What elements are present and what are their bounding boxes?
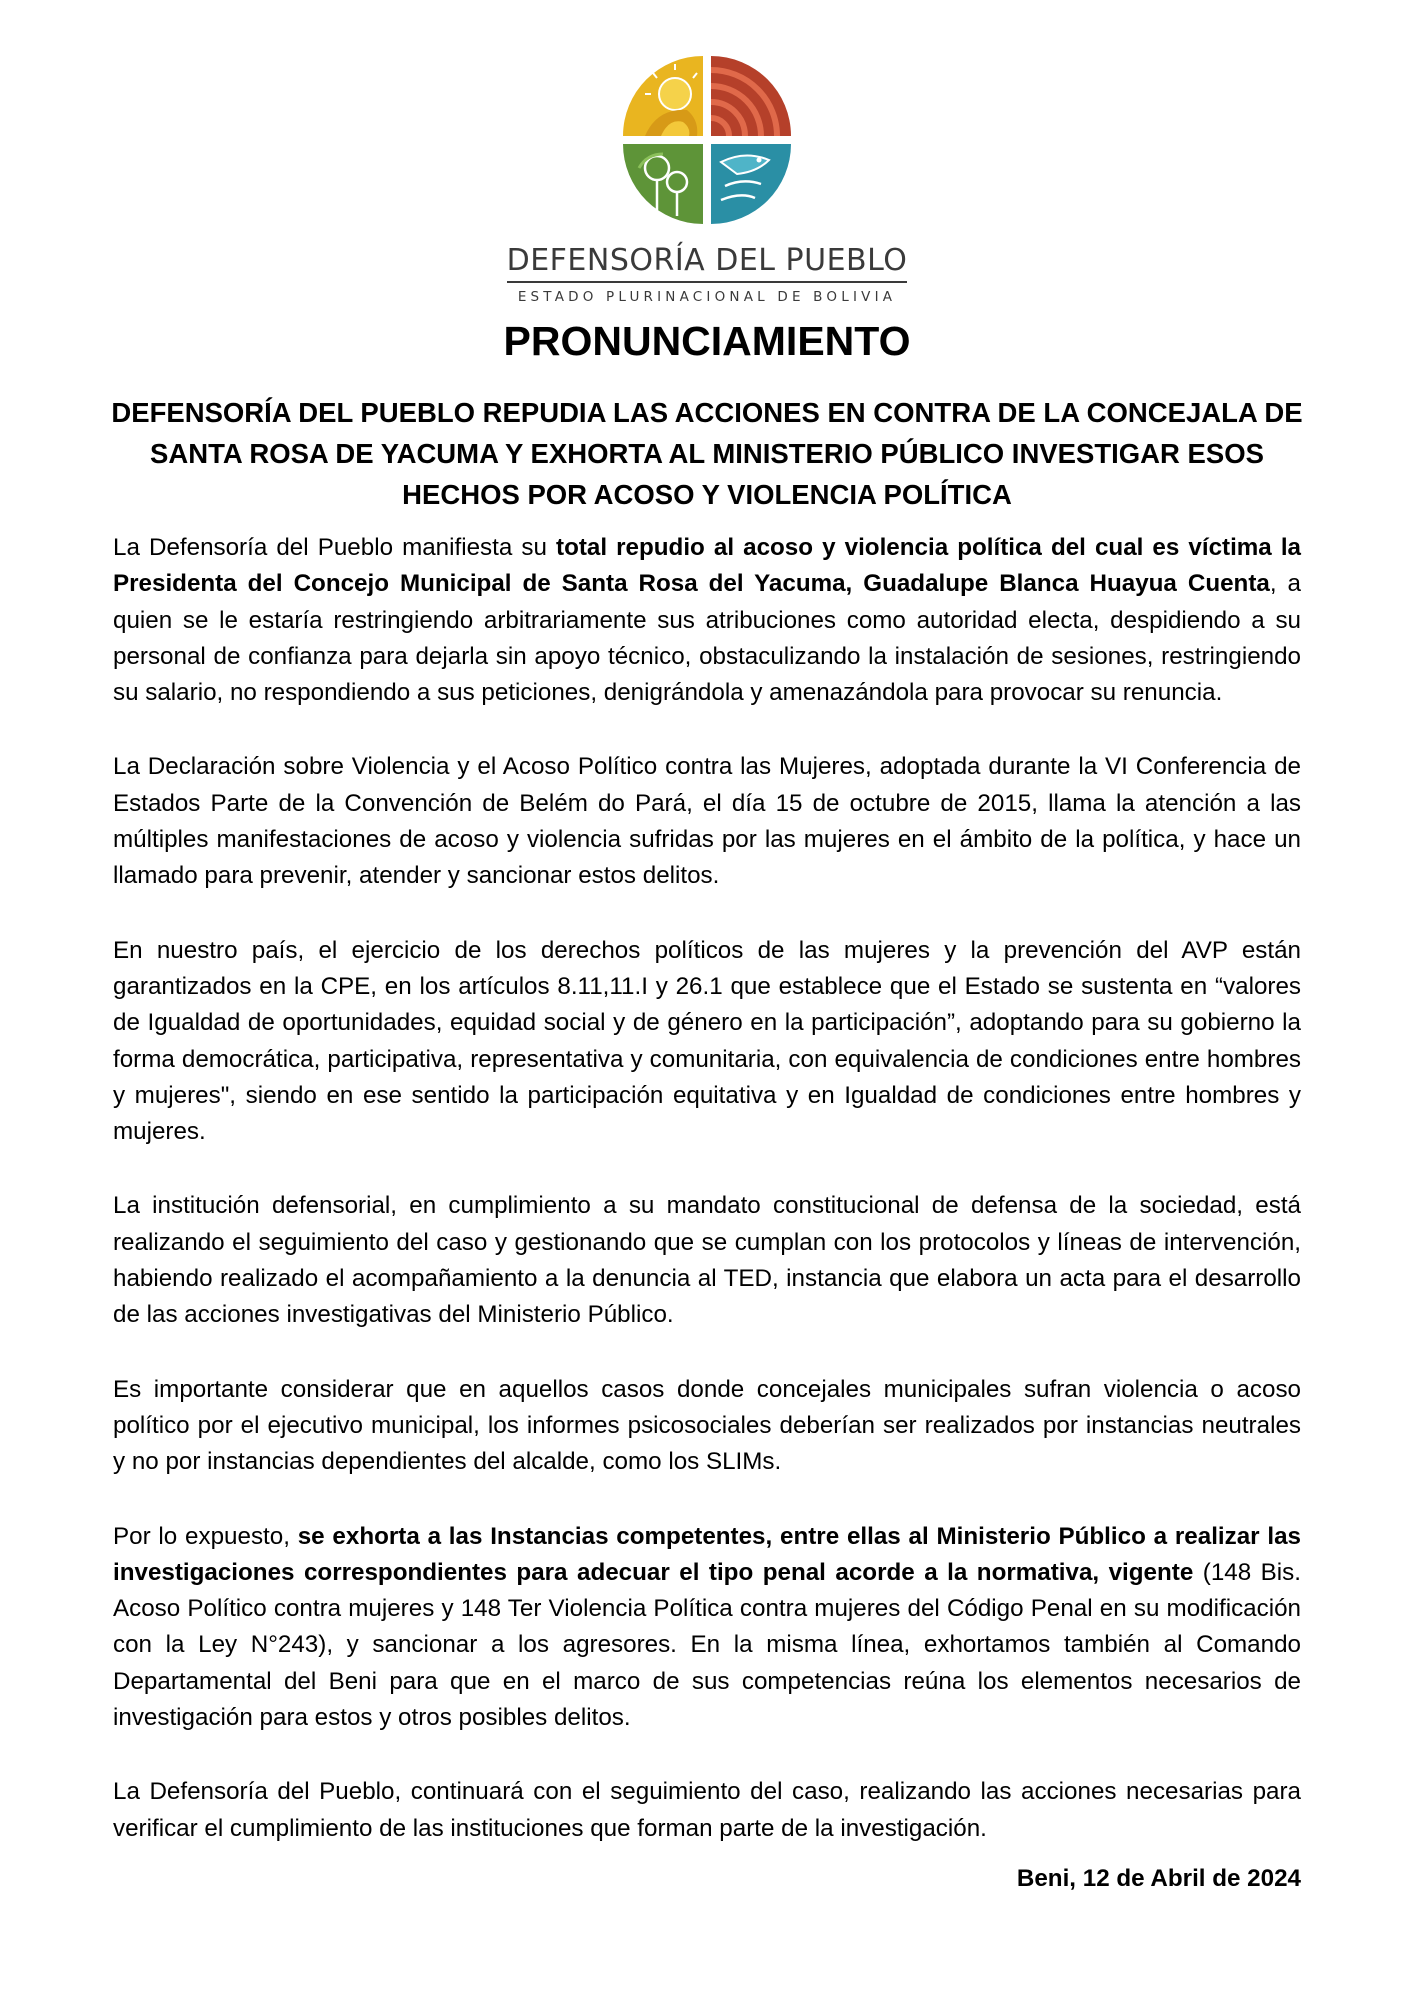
paragraph-6	[113, 1519, 1301, 1737]
paragraph-1-bold: total repudio al acoso y violencia política del cual es víctima la Presidenta del Concejo Municipal de Santa Rosa del Yacuma, Guadalupe Blanca Huayua Cuenta	[113, 534, 1302, 598]
paragraph-2: La Declaración sobre Violencia y el Acoso Político contra las Mujeres, adoptada durante la VI Conferencia de Estados Parte de la Convención de Belém do Pará, el día 15 de octubre de 2015, llama la atención a las múltiples manifestaciones de acoso y violencia sufridas por las mujeres en el ámbito de la política, y hace un llamado para prevenir, atender y sancionar estos delitos.	[113, 753, 1301, 890]
paragraph-1-text-a: La Defensoría del Pueblo manifiesta su	[113, 534, 557, 561]
document-title: PRONUNCIAMIENTO	[503, 318, 911, 364]
paragraph-6-text-a: Por lo expuesto,	[113, 1522, 298, 1550]
org-name: DEFENSORÍA DEL PUEBLO	[507, 244, 908, 283]
document-body	[113, 530, 1301, 1885]
paragraph-7: La Defensoría del Pueblo, continuará con el seguimiento del caso, realizando las acciones necesarias para verificar el cumplimiento de las instituciones que forman parte de la investigación.	[113, 1778, 1301, 1842]
signature-date: Beni, 12 de Abril de 2024	[1016, 1865, 1301, 1892]
paragraph-6-text-c: (148 Bis. Acoso Político contra mujeres y 148 Ter Violencia Política contra mujeres del Código Penal en su modificación con la Ley N°243), y sancionar a los agresores. En la misma línea, exhortamos también al Comando Departamental del Beni para que en el marco de sus competencias reúna los elementos necesarios de investigación para estos y otros posibles delitos.	[113, 1558, 1301, 1732]
document-subtitle: DEFENSORÍA DEL PUEBLO REPUDIA LAS ACCIONES EN CONTRA DE LA CONCEJALA DE SANTA ROSA DE YACUMA Y EXHORTA AL MINISTERIO PÚBLICO INVESTIGAR ESOS HECHOS POR ACOSO Y VIOLENCIA POLÍTICA	[111, 397, 1303, 510]
header	[0, 50, 1414, 305]
paragraph-1	[113, 530, 1301, 711]
paragraph-5: Es importante considerar que en aquellos casos donde concejales municipales sufran violencia o acoso político por el ejecutivo municipal, los informes psicosociales deberían ser realizados por instancias neutrales y no por instancias dependientes del alcalde, como los SLIMs.	[113, 1375, 1301, 1476]
paragraph-4: La institución defensorial, en cumplimiento a su mandato constitucional de defensa de la sociedad, está realizando el seguimiento del caso y gestionando que se cumplan con los protocolos y líneas de intervención, habiendo realizado el acompañamiento a la denuncia al TED, instancia que elabora un acta para el desarrollo de las acciones investigativas del Ministerio Público.	[113, 1192, 1301, 1329]
paragraph-3: En nuestro país, el ejercicio de los derechos políticos de las mujeres y la prevención del AVP están garantizados en la CPE, en los artículos 8.11,11.I y 26.1 que establece que el Estado se sustenta en “valores de Igualdad de oportunidades, equidad social y de género en la participación”, adoptando para su gobierno la forma democrática, participativa, representativa y comunitaria, con equivalencia de condiciones entre hombres y mujeres", siendo en ese sentido la participación equitativa y en Igualdad de condiciones entre hombres y mujeres.	[113, 936, 1301, 1146]
paragraph-1-text-c: , a quien se le estaría restringiendo arbitrariamente sus atribuciones como autoridad electa, despidiendo a su personal de confianza para dejarla sin apoyo técnico, obstaculizando la instalación de sesiones, restringiendo su salario, no respondiendo a sus peticiones, denigrándola y amenazándola para provocar su renuncia.	[113, 570, 1301, 707]
paragraph-6-bold: se exhorta a las Instancias competentes, entre ellas al Ministerio Público a realizar las investigaciones correspondientes para adecuar el tipo penal acorde a la normativa, vigente	[113, 1522, 1302, 1586]
org-subtitle: ESTADO PLURINACIONAL DE BOLIVIA	[517, 289, 897, 305]
defensoria-quadrant-logo-icon	[617, 50, 797, 230]
